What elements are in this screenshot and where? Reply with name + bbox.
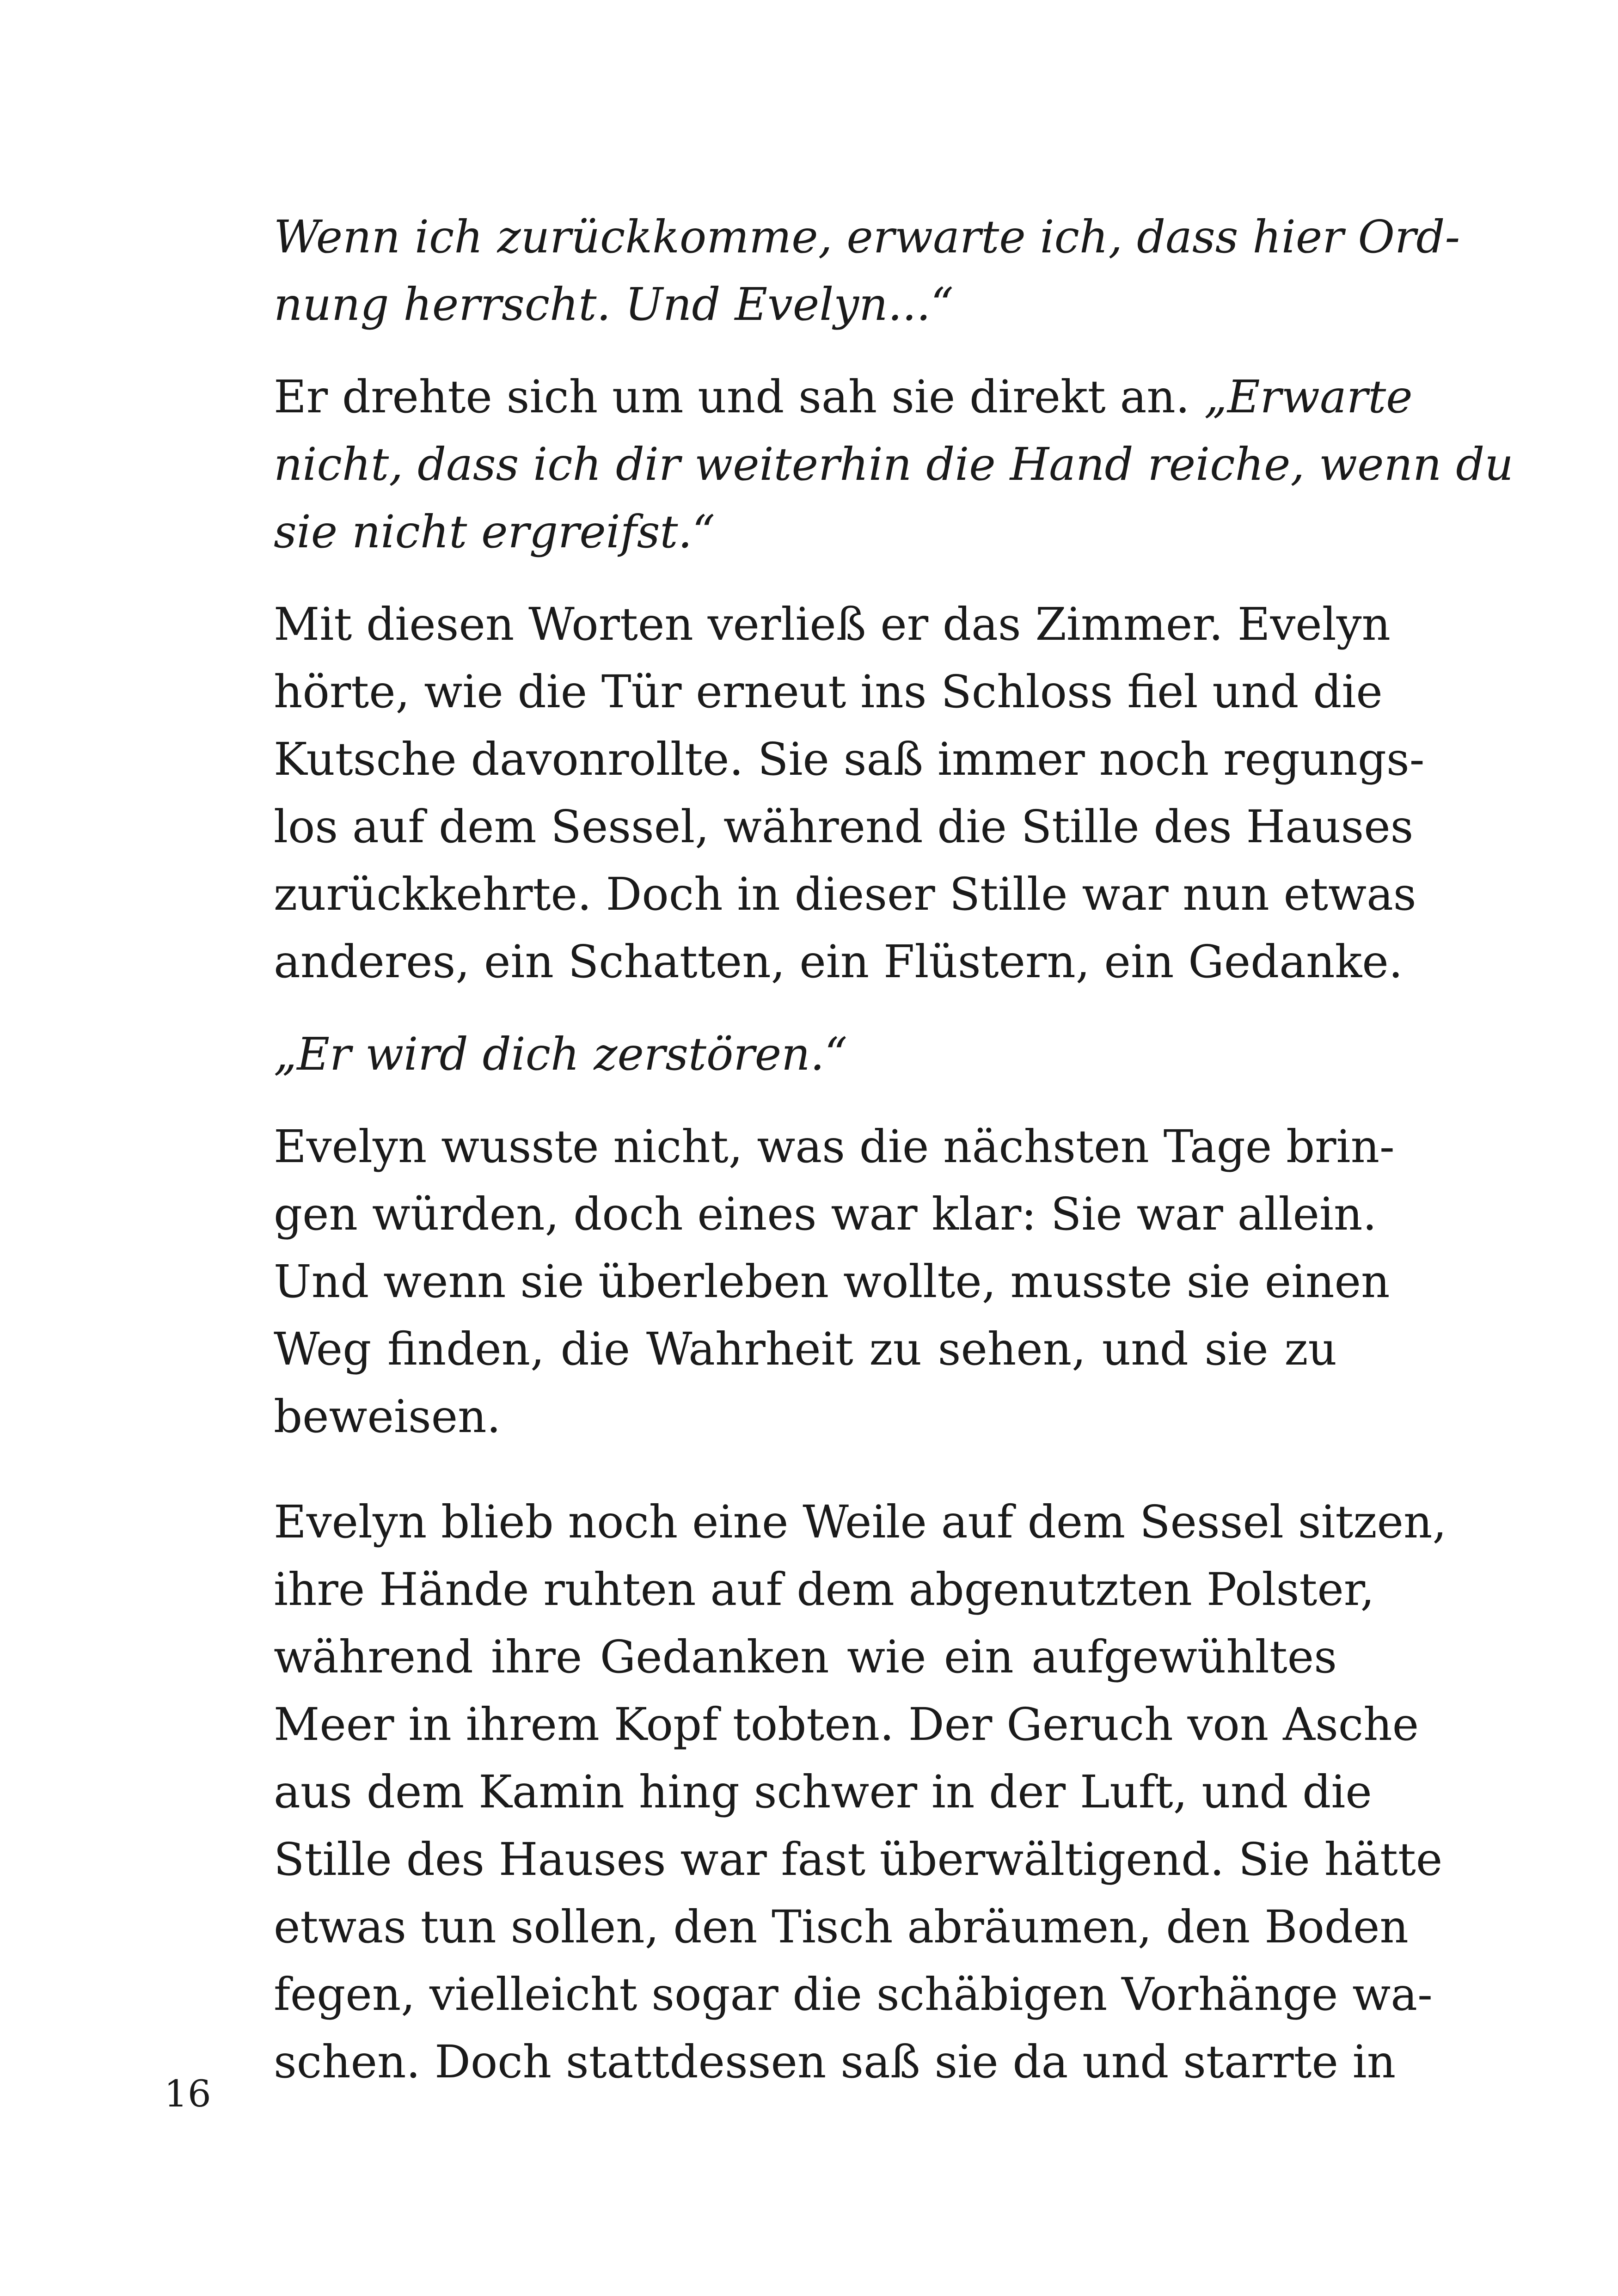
text-line: nung herrscht. Und Evelyn...“ [274, 278, 954, 331]
text-segment-italic: „Erwarte [1204, 371, 1413, 423]
page-number: 16 [164, 2072, 211, 2115]
paragraph [274, 363, 1514, 566]
text-line: beweisen. [274, 1390, 501, 1443]
body-text [274, 203, 1514, 2096]
text-line: Weg finden, die Wahrheit zu sehen, und sie zu [274, 1323, 1337, 1375]
text-line: Und wenn sie überleben wollte, musste sie einen [274, 1255, 1390, 1308]
text-line: gen würden, doch eines war klar: Sie war allein. [274, 1188, 1377, 1240]
text-segment: Er drehte sich um und sah sie direkt an. [274, 371, 1204, 423]
text-line: Meer in ihrem Kopf tobten. Der Geruch von Asche [274, 1698, 1419, 1751]
text-line: nicht, dass ich dir weiterhin die Hand reiche, wenn du [274, 438, 1514, 490]
text-line: Mit diesen Worten verließ er das Zimmer. Evelyn [274, 598, 1391, 650]
text-line: zurückkehrte. Doch in dieser Stille war nun etwas [274, 868, 1416, 920]
paragraph [274, 1113, 1395, 1451]
text-line: hörte, wie die Tür erneut ins Schloss fiel und die [274, 666, 1383, 718]
text-line: Evelyn wusste nicht, was die nächsten Tage brin- [274, 1120, 1395, 1173]
text-line: los auf dem Sessel, während die Stille des Hauses [274, 801, 1414, 853]
text-line [274, 363, 1413, 431]
text-line: fegen, vielleicht sogar die schäbigen Vorhänge wa- [274, 1968, 1433, 2020]
text-line: ihre Hände ruhten auf dem abgenutzten Polster, [274, 1563, 1375, 1616]
paragraph [274, 1021, 1337, 1088]
text-line: anderes, ein Schatten, ein Flüstern, ein Gedanke. [274, 936, 1403, 988]
text-line: Wenn ich zurückkomme, erwarte ich, dass hier Ord- [274, 211, 1460, 263]
text-line: „Er wird dich zerstören.“ [274, 1028, 848, 1080]
text-line: Evelyn blieb noch eine Weile auf dem Sessel sitzen, [274, 1496, 1447, 1548]
text-line: sie nicht ergreifst.“ [274, 506, 715, 558]
text-line: Stille des Hauses war fast überwältigend. Sie hätte [274, 1833, 1443, 1886]
paragraph [274, 591, 1425, 996]
text-line: etwas tun sollen, den Tisch abräumen, den Boden [274, 1901, 1409, 1953]
text-line: aus dem Kamin hing schwer in der Luft, und die [274, 1766, 1372, 1818]
paragraph [274, 1488, 1447, 2096]
text-line: während ihre Gedanken wie ein aufgewühltes [274, 1631, 1337, 1683]
paragraph [274, 203, 1460, 338]
text-line: Kutsche davonrollte. Sie saß immer noch regungs- [274, 733, 1425, 785]
text-line: schen. Doch stattdessen saß sie da und starrte in [274, 2036, 1396, 2088]
